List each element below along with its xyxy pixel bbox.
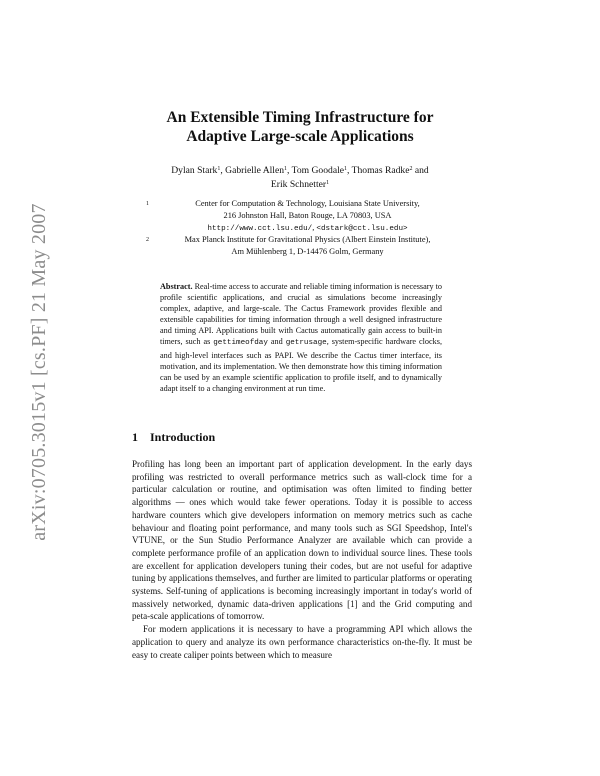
author-name: Erik Schnetter	[270, 179, 327, 190]
abstract-text: and	[267, 337, 286, 347]
section-heading	[132, 430, 215, 445]
section-title: Introduction	[150, 430, 216, 444]
paper-title-line-2: Adaptive Large-scale Applications	[186, 128, 414, 145]
affiliation-text: Center for Computation & Technology, Louisiana State University,	[195, 199, 420, 208]
author-affiliation-mark: 1	[326, 180, 330, 186]
author-name: Dylan Stark	[171, 165, 218, 176]
author-separator: ,	[220, 165, 226, 176]
affiliation-mark: 1	[146, 201, 149, 207]
abstract	[160, 281, 442, 394]
abstract-text: , system-specific hardware clocks, and high-level interfaces such as PAPI. We describe the Cactus timer interface, its motivation, and its implementation. We then demonstrate how this timing information can be used by an example scientific application to profile itself, and to dynamically adapt itself to a changing environment at run time.	[160, 337, 442, 393]
abstract-label: Abstract.	[160, 282, 193, 291]
arxiv-identifier: arXiv:0705.3015v1 [cs.PF] 21 May 2007	[28, 203, 50, 541]
abstract-code: gettimeofday	[213, 339, 268, 348]
author-list	[132, 164, 468, 192]
affiliation-1	[146, 198, 465, 235]
abstract-text: Real-time access to accurate and reliable timing information is necessary to profile scientific applications, and crucial as simulations become increasingly complex, adaptive, and large-scale. The Cactus Framework provides flexible and extensible capabilities for timing information through a well designed infrastructure and timing API. Applications built with Cactus automatically gain access to built-in timers, such as	[160, 282, 442, 347]
affiliation-mark: 2	[146, 237, 149, 243]
affiliation-address: 216 Johnston Hall, Baton Rouge, LA 70803, USA	[223, 211, 392, 220]
paper-title-line-1: An Extensible Timing Infrastructure for	[166, 109, 434, 126]
author-affiliation-mark: 2	[409, 166, 413, 172]
affiliation-text: Max Planck Institute for Gravitational Physics (Albert Einstein Institute),	[184, 235, 431, 244]
author-affiliation-mark: 1	[217, 166, 221, 172]
section-number: 1	[132, 430, 138, 444]
affiliation-email-link[interactable]: <dstark@cct.lsu.edu>	[316, 225, 408, 233]
affiliation-url-link[interactable]: http://www.cct.lsu.edu/	[207, 225, 313, 233]
author-separator: ,	[347, 165, 352, 176]
contact-separator: ,	[312, 223, 317, 232]
author-line-2	[132, 178, 468, 192]
body-paragraph: For modern applications it is necessary to have a programming API which allows the application to query and analyze its own performance characteristics on-the-fly. It must be easy to create caliper points between which to measure	[132, 624, 472, 660]
author-name: Tom Goodale	[291, 165, 345, 176]
body-paragraph: Profiling has long been an important part of application development. In the early days profiling was restricted to overall performance metrics such as wall-clock time for a particular calculation or routine, and optimisation was often limited to finding better algorithms — ones which would take fewer operations. Today it is possible to access hardware counters which give developers information on memory metrics such as cache behaviour and floating point performance, and many tools such as SGI Speedshop, Intel's VTUNE, or the Sun Studio Performance Analyzer are available which can provide a complete performance profile of an application down to individual source lines. These tools are excellent for application developers tuning their codes, but are not useful for adaptive tuning by applications themselves, and further are limited to particular platforms or operating systems. Self-tuning of applications is becoming increasingly important in today's world of massively networked, dynamic data-driven applications [1] and the Grid computing and peta-scale applications of tomorrow.	[132, 459, 472, 622]
author-affiliation-mark: 1	[344, 166, 348, 172]
author-name: Gabrielle Allen	[225, 165, 285, 176]
author-line-1	[132, 164, 468, 178]
author-name: Thomas Radke	[351, 165, 410, 176]
abstract-code: getrusage	[285, 339, 327, 348]
affiliation-2	[146, 234, 465, 258]
author-and: and	[412, 165, 429, 176]
section-body	[132, 458, 472, 661]
author-separator: ,	[287, 165, 292, 176]
affiliation-address: Am Mühlenberg 1, D-14476 Golm, Germany	[231, 247, 384, 256]
author-affiliation-mark: 1	[284, 166, 288, 172]
